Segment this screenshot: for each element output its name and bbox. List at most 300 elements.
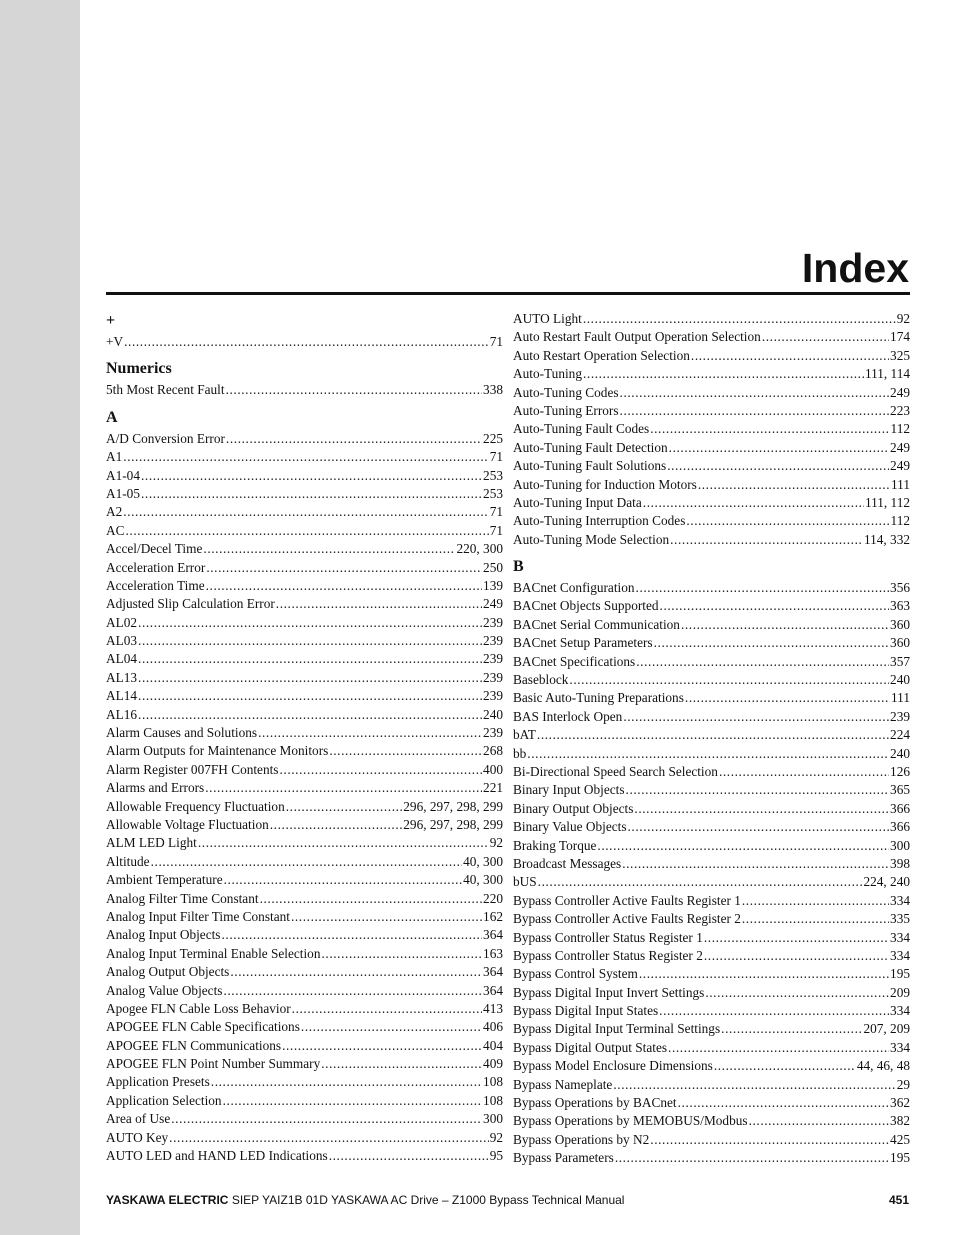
dot-leader (698, 476, 890, 494)
page-reference: 224 (890, 727, 910, 743)
page-title: Index (801, 245, 909, 291)
page-reference: 163 (483, 945, 503, 961)
index-term: Auto-Tuning for Induction Motors (513, 476, 697, 492)
index-entry (106, 540, 503, 558)
dot-leader (138, 614, 482, 632)
page-reference: 223 (890, 402, 910, 418)
index-entry (513, 708, 910, 726)
index-entry (513, 763, 910, 781)
index-entry (513, 800, 910, 818)
index-entry (513, 873, 910, 891)
index-entry (106, 614, 503, 632)
index-term: Bypass Operations by BACnet (513, 1095, 677, 1111)
dot-leader (636, 579, 890, 597)
index-entry (513, 579, 910, 597)
index-term: BACnet Setup Parameters (513, 635, 653, 651)
index-entry (106, 982, 503, 1000)
dot-leader (282, 1037, 482, 1055)
page-reference: 240 (483, 706, 503, 722)
index-term: BACnet Configuration (513, 580, 635, 596)
page-reference: 253 (483, 467, 503, 483)
page-reference: 71 (489, 334, 503, 349)
dot-leader (749, 1112, 889, 1130)
page-reference: 174 (890, 329, 910, 345)
index-entry (513, 328, 910, 346)
index-entry (513, 365, 910, 383)
index-entry (106, 798, 503, 816)
dot-leader (643, 494, 864, 512)
page-reference: 398 (890, 855, 910, 871)
index-term: Bypass Digital Input States (513, 1003, 659, 1019)
page-reference: 300 (890, 837, 910, 853)
index-entry (513, 929, 910, 947)
page-reference: 239 (483, 651, 503, 667)
index-term: Analog Filter Time Constant (106, 890, 259, 906)
index-entry (106, 761, 503, 779)
page-reference: 224, 240 (863, 874, 910, 890)
index-entry (106, 650, 503, 668)
index-term: Acceleration Time (106, 577, 205, 593)
index-term: Analog Input Objects (106, 927, 221, 943)
index-term: AL16 (106, 706, 138, 722)
page-reference: 44, 46, 48 (856, 1058, 910, 1074)
index-column-right (513, 310, 910, 1168)
dot-leader (276, 595, 482, 613)
index-entry (513, 726, 910, 744)
dot-leader (260, 890, 482, 908)
index-entry (106, 522, 503, 540)
dot-leader (258, 724, 482, 742)
page-reference: 338 (483, 382, 503, 398)
page-reference: 92 (896, 311, 910, 326)
index-entry (106, 834, 503, 852)
page-reference: 268 (483, 743, 503, 759)
index-term: APOGEE FLN Communications (106, 1037, 282, 1053)
index-term: Altitude (106, 853, 150, 869)
index-term: Bypass Operations by N2 (513, 1131, 650, 1147)
dot-leader (279, 761, 482, 779)
index-entry (106, 485, 503, 503)
index-term: Alarms and Errors (106, 780, 205, 796)
section-heading: A (106, 408, 118, 426)
index-entry (106, 926, 503, 944)
index-entry (513, 947, 910, 965)
index-term: AC (106, 522, 125, 538)
dot-leader (141, 467, 482, 485)
page-reference: 400 (483, 761, 503, 777)
dot-leader (569, 671, 889, 689)
dot-leader (628, 818, 890, 836)
footer-manual-title: SIEP YAIZ1B 01D YASKAWA AC Drive – Z1000 Bypass Technical Manual (231, 1193, 625, 1207)
index-term: Binary Output Objects (513, 800, 634, 816)
index-entry (106, 430, 503, 448)
section-heading: + (106, 312, 116, 329)
index-entry (106, 779, 503, 797)
index-entry (106, 687, 503, 705)
page-reference: 296, 297, 298, 299 (403, 816, 503, 832)
index-entry (513, 420, 910, 438)
dot-leader (615, 1149, 889, 1167)
dot-leader (667, 457, 889, 475)
dot-leader (714, 1057, 856, 1075)
footer-text (106, 1193, 624, 1207)
index-entry (106, 1092, 503, 1110)
index-entry (513, 1039, 910, 1057)
index-entry (513, 439, 910, 457)
index-term: A/D Conversion Error (106, 430, 225, 446)
page-reference: 225 (483, 430, 503, 446)
index-term: A1 (106, 449, 123, 465)
index-entry (106, 448, 503, 466)
dot-leader (124, 333, 489, 351)
index-entry (106, 706, 503, 724)
index-term: BACnet Objects Supported (513, 598, 659, 614)
dot-leader (583, 310, 896, 328)
index-entry (513, 476, 910, 494)
dot-leader (230, 963, 482, 981)
dot-leader (123, 503, 488, 521)
index-term: BACnet Serial Communication (513, 616, 680, 632)
index-entry (513, 310, 910, 328)
dot-leader (538, 873, 863, 891)
index-entry (106, 890, 503, 908)
index-entry (513, 494, 910, 512)
index-term: Bypass Parameters (513, 1150, 614, 1166)
index-term: bUS (513, 874, 537, 890)
page-reference: 95 (489, 1148, 503, 1164)
page-reference: 363 (890, 598, 910, 614)
dot-leader (221, 926, 482, 944)
index-entry (106, 853, 503, 871)
index-term: AL04 (106, 651, 138, 667)
dot-leader (226, 381, 482, 399)
page-reference: 71 (489, 522, 503, 538)
index-term: Auto-Tuning Fault Solutions (513, 458, 667, 474)
index-term: APOGEE FLN Cable Specifications (106, 1019, 300, 1035)
index-term: Accel/Decel Time (106, 541, 203, 557)
index-entry (513, 597, 910, 615)
dot-leader (668, 1039, 889, 1057)
dot-leader (634, 800, 889, 818)
index-term: Bypass Nameplate (513, 1076, 613, 1092)
page-reference: 111 (891, 690, 910, 706)
section-heading: B (513, 558, 524, 576)
index-term: Auto-Tuning (513, 366, 582, 382)
dot-leader (211, 1073, 482, 1091)
page-reference: 108 (483, 1092, 503, 1108)
index-entry (513, 1020, 910, 1038)
page-reference: 409 (483, 1056, 503, 1072)
index-term: Bypass Control System (513, 966, 638, 982)
dot-leader (762, 328, 889, 346)
dot-leader (704, 947, 889, 965)
index-entry (513, 634, 910, 652)
page-reference: 253 (483, 485, 503, 501)
dot-leader (669, 439, 889, 457)
page-reference: 366 (890, 800, 910, 816)
page-reference: 239 (890, 708, 910, 724)
dot-leader (138, 706, 482, 724)
index-term: Allowable Voltage Fluctuation (106, 816, 269, 832)
dot-leader (286, 798, 403, 816)
dot-leader (537, 726, 889, 744)
index-entry (106, 1037, 503, 1055)
index-entry (106, 467, 503, 485)
page-reference: 249 (890, 439, 910, 455)
index-entry (513, 457, 910, 475)
index-entry (513, 671, 910, 689)
index-term: Auto-Tuning Mode Selection (513, 531, 670, 547)
index-term: +V (106, 334, 124, 349)
page-reference: 334 (890, 1039, 910, 1055)
index-term: Apogee FLN Cable Loss Behavior (106, 1000, 291, 1016)
index-entry (106, 963, 503, 981)
dot-leader (123, 448, 488, 466)
dot-leader (169, 1129, 489, 1147)
page-reference: 108 (483, 1074, 503, 1090)
index-term: Bypass Controller Status Register 1 (513, 929, 703, 945)
dot-leader (138, 669, 482, 687)
index-entry (106, 1055, 503, 1073)
dot-leader (670, 531, 863, 549)
page-reference: 334 (890, 929, 910, 945)
page-reference: 382 (890, 1113, 910, 1129)
page-reference: 239 (483, 669, 503, 685)
index-entry (513, 1002, 910, 1020)
index-term: Analog Output Objects (106, 964, 230, 980)
index-term: A2 (106, 504, 123, 520)
dot-leader (685, 689, 890, 707)
dot-leader (620, 402, 890, 420)
dot-leader (329, 742, 482, 760)
index-entry (106, 945, 503, 963)
page-reference: 360 (890, 616, 910, 632)
index-entry (106, 742, 503, 760)
index-term: Binary Value Objects (513, 819, 627, 835)
index-entry (513, 781, 910, 799)
index-term: Bi-Directional Speed Search Selection (513, 763, 718, 779)
index-term: Bypass Digital Output States (513, 1039, 668, 1055)
index-term: Ambient Temperature (106, 872, 223, 888)
dot-leader (301, 1018, 482, 1036)
page-reference: 111 (891, 476, 910, 492)
page-reference: 240 (890, 745, 910, 761)
index-entry (513, 512, 910, 530)
index-term: Application Selection (106, 1092, 222, 1108)
dot-leader (705, 984, 889, 1002)
page-reference: 413 (483, 1000, 503, 1016)
dot-leader (138, 687, 482, 705)
page-number: 451 (888, 1193, 909, 1207)
index-entry (106, 724, 503, 742)
dot-leader (639, 965, 889, 983)
dot-leader (223, 1092, 482, 1110)
index-entry (106, 632, 503, 650)
index-term: Braking Torque (513, 837, 597, 853)
dot-leader (719, 763, 889, 781)
index-term: Bypass Digital Input Terminal Settings (513, 1021, 721, 1037)
page-reference: 356 (890, 580, 910, 596)
dot-leader (681, 616, 889, 634)
index-term: A1-05 (106, 485, 140, 501)
page-reference: 239 (483, 633, 503, 649)
dot-leader (206, 559, 482, 577)
dot-leader (622, 855, 889, 873)
dot-leader (659, 1002, 889, 1020)
page-reference: 249 (483, 596, 503, 612)
index-term: Bypass Controller Active Faults Register 2 (513, 911, 741, 927)
dot-leader (704, 929, 889, 947)
dot-leader (527, 745, 889, 763)
page-reference: 71 (489, 504, 503, 520)
dot-leader (270, 816, 403, 834)
section-heading: Numerics (106, 360, 172, 378)
index-term: Application Presets (106, 1074, 210, 1090)
index-entry (106, 871, 503, 889)
dot-leader (321, 1055, 482, 1073)
page-reference: 40, 300 (463, 853, 503, 869)
index-term: AUTO LED and HAND LED Indications (106, 1148, 328, 1164)
dot-leader (125, 522, 488, 540)
index-entry (106, 816, 503, 834)
index-term: Alarm Outputs for Maintenance Monitors (106, 743, 329, 759)
page-reference: 357 (890, 653, 910, 669)
page-reference: 92 (489, 1129, 503, 1145)
dot-leader (141, 485, 482, 503)
index-entry (513, 910, 910, 928)
page-reference: 425 (890, 1131, 910, 1147)
page-reference: 71 (489, 449, 503, 465)
index-entry (106, 1147, 503, 1165)
dot-leader (654, 634, 889, 652)
index-entry (106, 333, 503, 351)
index-term: Auto-Tuning Codes (513, 384, 619, 400)
index-term: BACnet Specifications (513, 653, 636, 669)
dot-leader (597, 837, 889, 855)
page-reference: 29 (896, 1076, 910, 1092)
page-reference: 139 (483, 577, 503, 593)
index-column-left (106, 312, 503, 1165)
dot-leader (205, 779, 482, 797)
index-term: AUTO Light (513, 311, 582, 326)
page-reference: 111, 114 (864, 366, 910, 382)
page-reference: 364 (483, 964, 503, 980)
index-entry (513, 745, 910, 763)
page-reference: 406 (483, 1019, 503, 1035)
index-term: Bypass Operations by MEMOBUS/Modbus (513, 1113, 748, 1129)
dot-leader (721, 1020, 862, 1038)
index-term: A1-04 (106, 467, 140, 483)
page-reference: 239 (483, 614, 503, 630)
page-reference: 404 (483, 1037, 503, 1053)
index-entry (513, 1131, 910, 1149)
page-reference: 114, 332 (863, 531, 910, 547)
index-term: bb (513, 745, 527, 761)
page-footer (106, 1193, 909, 1207)
index-term: Auto-Tuning Input Data (513, 494, 642, 510)
dot-leader (678, 1094, 889, 1112)
index-entry (513, 402, 910, 420)
dot-leader (742, 892, 889, 910)
page-reference: 40, 300 (463, 872, 503, 888)
index-term: Alarm Register 007FH Contents (106, 761, 279, 777)
index-term: Basic Auto-Tuning Preparations (513, 690, 684, 706)
index-term: BAS Interlock Open (513, 708, 623, 724)
index-term: Auto-Tuning Fault Codes (513, 421, 650, 437)
index-term: Binary Input Objects (513, 782, 625, 798)
page-margin-band (0, 0, 80, 1235)
index-entry (106, 1018, 503, 1036)
index-term: Auto-Tuning Errors (513, 402, 619, 418)
page-reference: 249 (890, 384, 910, 400)
page-reference: 162 (483, 908, 503, 924)
page-reference: 240 (890, 672, 910, 688)
index-entry (513, 531, 910, 549)
dot-leader (691, 347, 889, 365)
page-reference: 195 (890, 966, 910, 982)
index-entry (106, 595, 503, 613)
index-entry (513, 1057, 910, 1075)
index-entry (106, 1129, 503, 1147)
index-term: Auto-Tuning Interruption Codes (513, 513, 686, 529)
dot-leader (620, 384, 890, 402)
index-entry (513, 965, 910, 983)
dot-leader (291, 908, 482, 926)
dot-leader (138, 632, 482, 650)
dot-leader (329, 1147, 489, 1165)
dot-leader (223, 982, 482, 1000)
index-term: AUTO Key (106, 1129, 169, 1145)
dot-leader (636, 653, 889, 671)
index-term: Analog Input Filter Time Constant (106, 908, 290, 924)
page-reference: 360 (890, 635, 910, 651)
dot-leader (224, 871, 463, 889)
page-reference: 195 (890, 1150, 910, 1166)
page-reference: 221 (483, 780, 503, 796)
index-term: Auto-Tuning Fault Detection (513, 439, 668, 455)
dot-leader (613, 1076, 895, 1094)
index-entry (513, 347, 910, 365)
page-reference: 92 (489, 835, 503, 851)
page-reference: 250 (483, 559, 503, 575)
page-reference: 334 (890, 892, 910, 908)
index-entry (106, 1000, 503, 1018)
dot-leader (151, 853, 463, 871)
dot-leader (321, 945, 482, 963)
page-reference: 366 (890, 819, 910, 835)
page-reference: 334 (890, 1003, 910, 1019)
index-term: AL13 (106, 669, 138, 685)
index-term: Bypass Digital Input Invert Settings (513, 984, 705, 1000)
page-reference: 207, 209 (863, 1021, 910, 1037)
dot-leader (203, 540, 455, 558)
dot-leader (226, 430, 482, 448)
page-reference: 112 (890, 513, 910, 529)
index-term: Allowable Frequency Fluctuation (106, 798, 285, 814)
dot-leader (742, 910, 889, 928)
index-entry (513, 1076, 910, 1094)
index-entry (513, 1112, 910, 1130)
page-reference: 325 (890, 347, 910, 363)
index-term: Acceleration Error (106, 559, 206, 575)
index-entry (513, 689, 910, 707)
index-term: APOGEE FLN Point Number Summary (106, 1056, 321, 1072)
page-reference: 300 (483, 1111, 503, 1127)
dot-leader (583, 365, 864, 383)
index-entry (513, 818, 910, 836)
index-term: Analog Input Terminal Enable Selection (106, 945, 321, 961)
index-entry (513, 837, 910, 855)
